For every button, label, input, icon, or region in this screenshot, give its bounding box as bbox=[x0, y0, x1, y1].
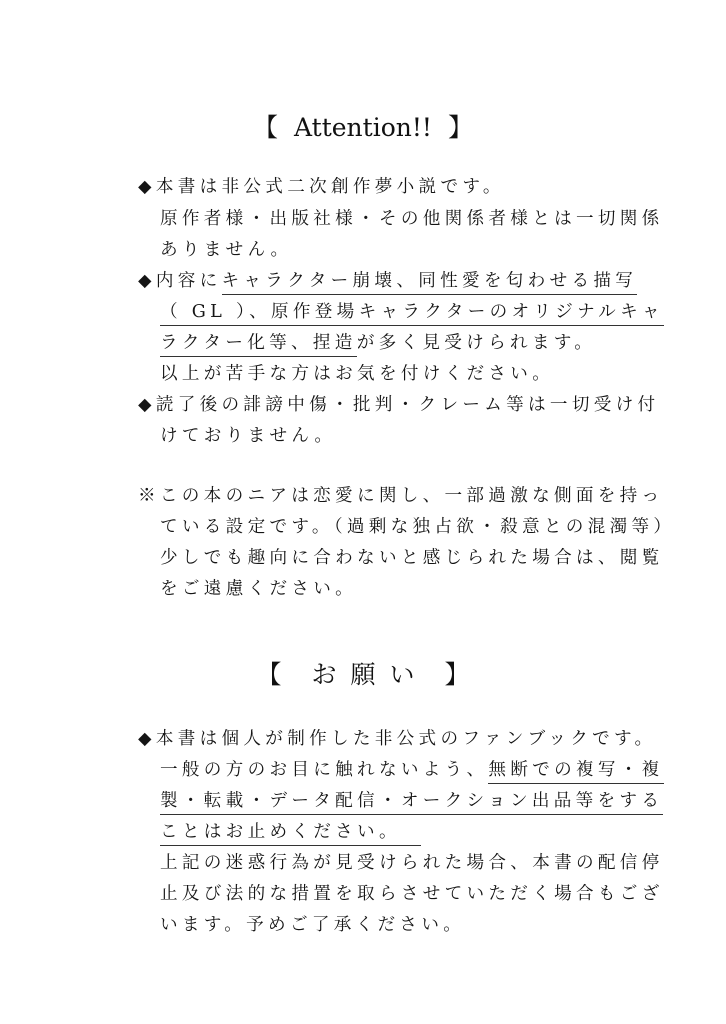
attention-line-7: 以上が苦手な方はお気を付けください。 bbox=[160, 364, 555, 384]
attention-line-9: けておりません。 bbox=[160, 426, 337, 446]
attention-line-4 bbox=[138, 266, 637, 296]
note-line-1: ※この本のニアは恋愛に関し、一部過激な側面を持っ bbox=[138, 486, 664, 506]
attention-line-2: 原作者様・出版社様・その他関係者様とは一切関係 bbox=[160, 209, 664, 229]
request-line-6: 止及び法的な措置を取らさせていただく場合もござ bbox=[160, 884, 664, 904]
request-line-4-underlined: ことはお止めください。 bbox=[160, 822, 421, 846]
request-line-1: ◆本書は個人が制作した非公式のファンブックです。 bbox=[138, 729, 657, 749]
note-line-4: をご遠慮ください。 bbox=[160, 579, 358, 599]
note-line-3: 少しでも趣向に合わないと感じられた場合は、閲覧 bbox=[160, 548, 664, 568]
attention-line-4-prefix: ◆内容に bbox=[138, 271, 222, 291]
attention-line-3: ありません。 bbox=[160, 240, 293, 260]
request-line-3-underlined: 製・転載・データ配信・オークション出品等をする bbox=[160, 791, 663, 815]
attention-title: Attention!! bbox=[294, 113, 432, 142]
attention-line-6-underlined: ラクター化等、捏造 bbox=[160, 333, 357, 357]
request-line-3 bbox=[160, 786, 663, 816]
request-line-5: 上記の迷惑行為が見受けられた場合、本書の配信停 bbox=[160, 853, 664, 873]
attention-heading bbox=[0, 108, 726, 144]
note-line-2: ている設定です。（過剰な独占欲・殺意との混濁等） bbox=[160, 517, 676, 537]
attention-line-5-underlined: （ GL ）、原作登場キャラクターのオリジナルキャ bbox=[160, 302, 664, 326]
request-line-4 bbox=[160, 817, 421, 847]
request-title: お願い bbox=[311, 660, 429, 689]
bracket-open: 【 bbox=[253, 113, 279, 142]
bracket-close: 】 bbox=[447, 113, 473, 142]
attention-line-6 bbox=[160, 328, 596, 358]
bracket-close: 】 bbox=[444, 660, 470, 689]
attention-line-5 bbox=[160, 297, 664, 327]
request-heading bbox=[0, 655, 726, 691]
request-line-2-prefix: 一般の方のお目に触れないよう、 bbox=[160, 760, 489, 780]
attention-line-6-suffix: が多く見受けられます。 bbox=[356, 333, 597, 353]
request-line-7: います。予めご了承ください。 bbox=[160, 915, 466, 935]
attention-line-4-underlined: キャラクター崩壊、同性愛を匂わせる描写 bbox=[222, 271, 638, 295]
request-line-2 bbox=[160, 755, 664, 785]
attention-line-1: ◆本書は非公式二次創作夢小説です。 bbox=[138, 177, 505, 197]
request-line-2-underlined: 無断での複写・複 bbox=[488, 760, 663, 784]
attention-line-8: ◆読了後の誹謗中傷・批判・クレーム等は一切受け付 bbox=[138, 395, 660, 415]
bracket-open: 【 bbox=[256, 660, 282, 689]
